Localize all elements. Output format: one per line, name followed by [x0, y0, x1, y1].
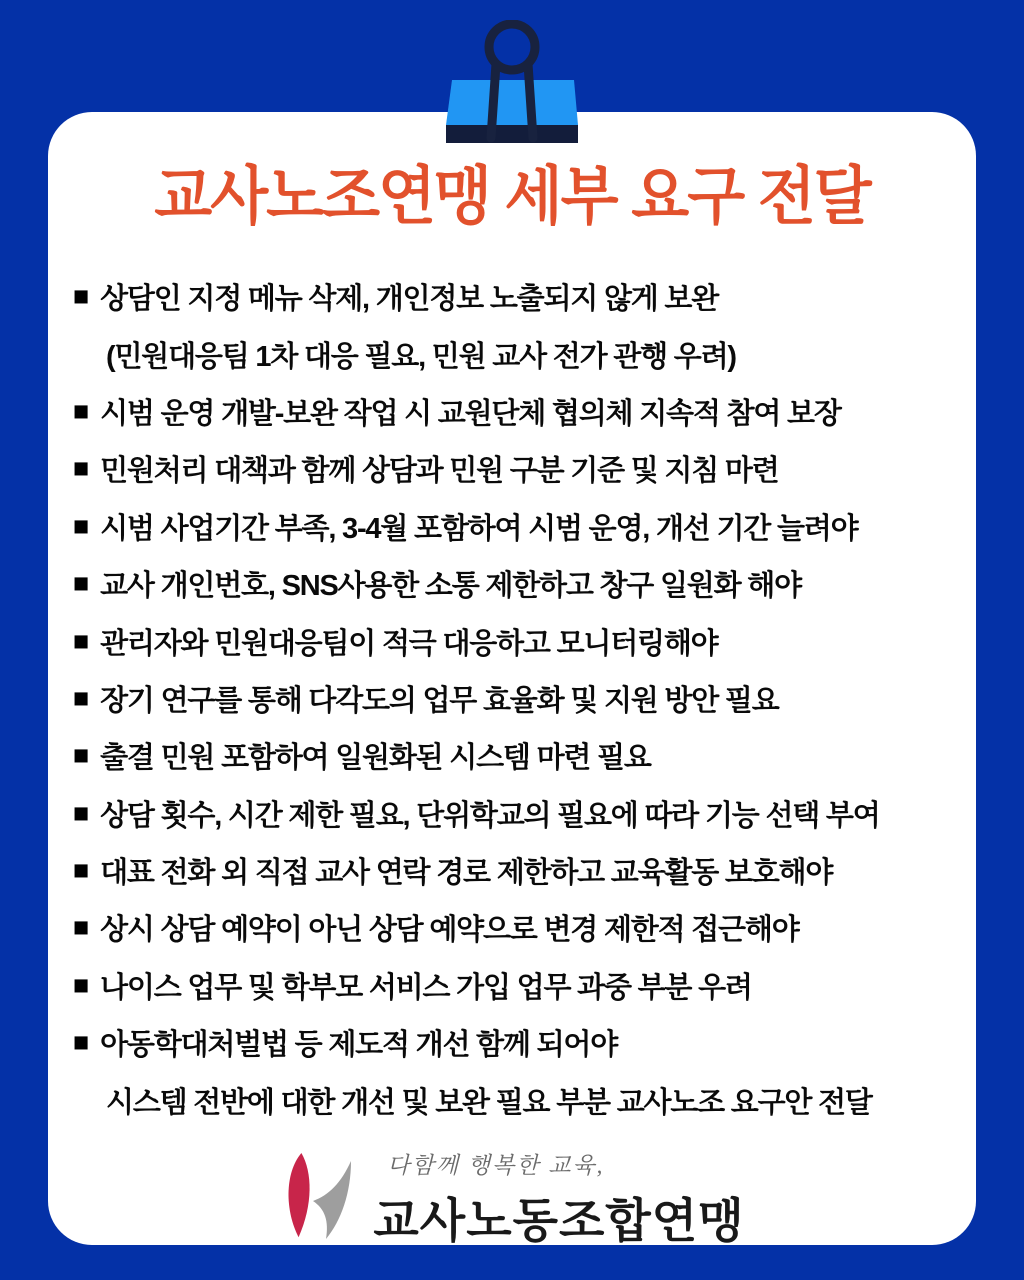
bullet-square-icon: ■ — [73, 969, 89, 1000]
list-item — [73, 612, 956, 669]
list-item-text: 시스템 전반에 대한 개선 및 보완 필요 부분 교사노조 요구안 전달 — [106, 1086, 872, 1119]
list-item — [73, 785, 956, 842]
list-item — [73, 842, 956, 899]
list-item — [73, 727, 956, 784]
list-item-text: 교사 개인번호, SNS사용한 소통 제한하고 창구 일원화 해야 — [100, 570, 801, 603]
list-item-text: 민원처리 대책과 함께 상담과 민원 구분 기준 및 지침 마련 — [100, 455, 779, 488]
poster-card — [48, 112, 976, 1245]
bullet-square-icon: ■ — [73, 682, 89, 713]
list-item — [73, 899, 956, 956]
list-item-text: 상시 상담 예약이 아닌 상담 예약으로 변경 제한적 접근해야 — [100, 914, 799, 947]
list-item-text: 시범 운영 개발-보완 작업 시 교원단체 협의체 지속적 참여 보장 — [100, 397, 841, 430]
list-item — [73, 440, 956, 497]
poster-title: 교사노조연맹 세부 요구 전달 — [154, 160, 870, 232]
logo-tagline: 다함께 행복한 교육, — [387, 1152, 605, 1178]
list-item — [73, 670, 956, 727]
list-item-text: 관리자와 민원대응팀이 적극 대응하고 모니터링해야 — [100, 627, 718, 660]
list-item-text: 대표 전화 외 직접 교사 연락 경로 제한하고 교육활동 보호해야 — [100, 857, 833, 890]
logo-org-name: 교사노동조합연맹 — [373, 1193, 745, 1247]
list-item — [73, 957, 956, 1014]
bullet-square-icon: ■ — [73, 453, 89, 484]
list-item — [73, 325, 956, 382]
bullet-square-icon: ■ — [73, 568, 89, 599]
list-item-text: (민원대응팀 1차 대응 필요, 민원 교사 전가 관행 우려) — [106, 340, 736, 373]
list-item-text: 장기 연구를 통해 다각도의 업무 효율화 및 지원 방안 필요 — [100, 684, 779, 717]
bullet-square-icon: ■ — [73, 797, 89, 828]
bullet-square-icon: ■ — [73, 740, 89, 771]
list-item — [73, 268, 956, 325]
list-item-text: 상담인 지정 메뉴 삭제, 개인정보 노출되지 않게 보완 — [100, 283, 719, 316]
bullet-square-icon: ■ — [73, 395, 89, 426]
list-item-text: 아동학대처벌법 등 제도적 개선 함께 되어야 — [100, 1029, 618, 1062]
bullet-square-icon: ■ — [73, 855, 89, 886]
binder-clip-icon — [446, 20, 578, 144]
demand-list — [48, 268, 976, 1129]
list-item-text: 상담 횟수, 시간 제한 필요, 단위학교의 필요에 따라 기능 선택 부여 — [100, 799, 880, 832]
list-item — [73, 1071, 956, 1128]
bullet-square-icon: ■ — [73, 625, 89, 656]
list-item — [73, 1014, 956, 1071]
bullet-square-icon: ■ — [73, 281, 89, 312]
list-item-text: 나이스 업무 및 학부모 서비스 가입 업무 과중 부분 우려 — [100, 971, 752, 1004]
bullet-square-icon: ■ — [73, 912, 89, 943]
list-item — [73, 383, 956, 440]
list-item-text: 출결 민원 포함하여 일원화된 시스템 마련 필요 — [100, 742, 651, 775]
bullet-square-icon: ■ — [73, 510, 89, 541]
bullet-square-icon: ■ — [73, 1027, 89, 1058]
union-logo — [48, 1147, 976, 1251]
list-item — [73, 498, 956, 555]
list-item-text: 시범 사업기간 부족, 3-4월 포함하여 시범 운영, 개선 기간 늘려야 — [100, 512, 858, 545]
list-item — [73, 555, 956, 612]
union-logo-icon — [279, 1151, 365, 1243]
